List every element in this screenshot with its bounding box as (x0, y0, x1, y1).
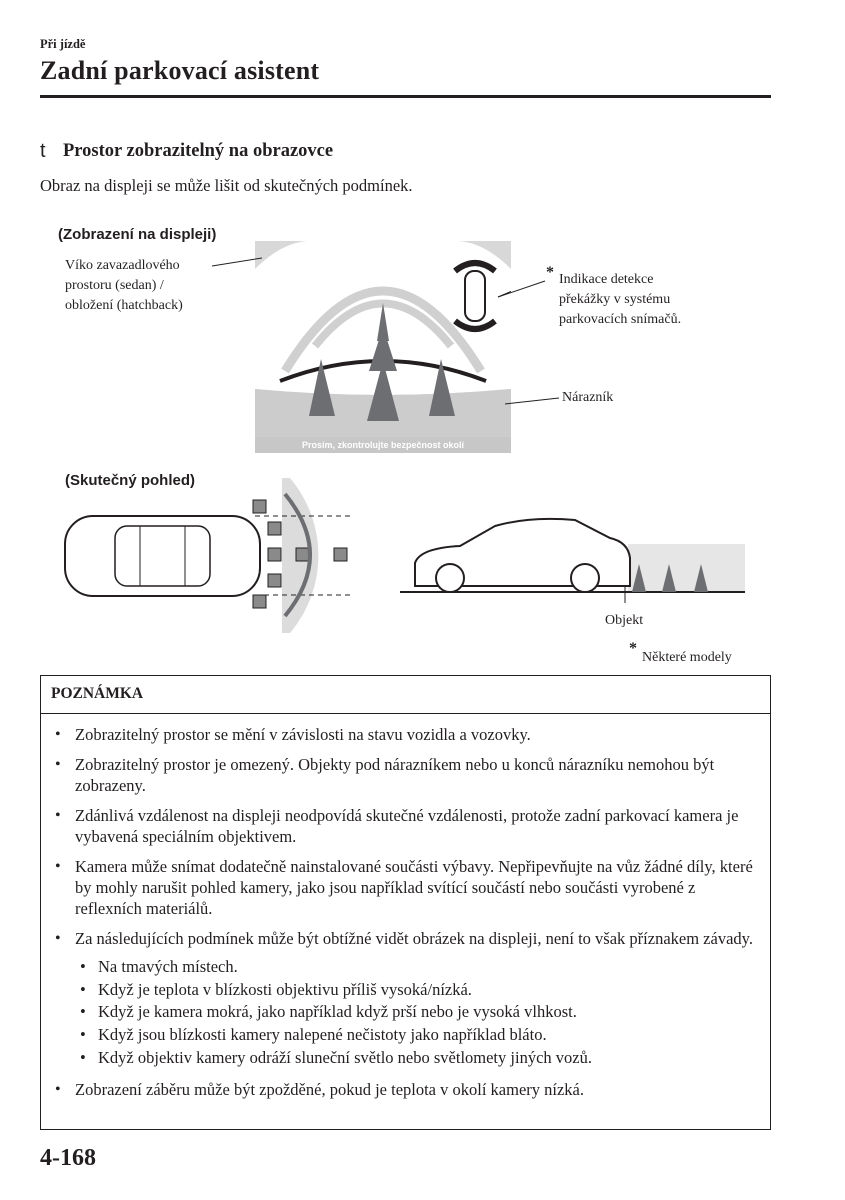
car-roof (115, 526, 210, 586)
side-view-illustration (400, 508, 745, 608)
callout-sensor-line: překážky v systému (559, 292, 671, 307)
callout-trunk-line: obložení (hatchback) (65, 298, 183, 313)
note-item: • Kamera může snímat dodatečně nainstalované součásti výbavy. Nepřipevňujte na vůz žádné díly, které by mohly narušit pohled kamery, jako jsou například svítící součástí nebo součásti vyrobené z reflexních materiálů. (51, 856, 763, 919)
note-box (40, 675, 771, 1130)
leader-line-sensor (498, 281, 545, 297)
wheel-front (436, 564, 464, 592)
note-item-conditions (51, 928, 763, 1070)
breadcrumb: Při jízdě (40, 37, 86, 51)
object-zone (628, 544, 745, 592)
note-subitem: • Když je teplota v blízkosti objektivu příliš vysoká/nízká. (75, 979, 763, 1002)
callout-trunk-line: Víko zavazadlového (65, 258, 180, 273)
top-view-illustration (60, 478, 360, 633)
section-marker: t (40, 140, 46, 162)
asterisk-mark: * (546, 264, 554, 281)
note-sublist (75, 956, 763, 1070)
callout-bumper: Nárazník (562, 390, 614, 405)
sensor-block (268, 522, 281, 535)
callout-trunk-line: prostoru (sedan) / (65, 278, 164, 293)
sensor-block (268, 574, 281, 587)
callout-sensor-line: Indikace detekce (559, 272, 654, 287)
note-item: • Zobrazitelný prostor se mění v závislosti na stavu vozidla a vozovky. (51, 724, 763, 745)
page-number: 4-168 (40, 1145, 96, 1171)
note-header (41, 676, 770, 714)
display-view-label: (Zobrazení na displeji) (58, 226, 217, 243)
leader-line-trunk (212, 258, 262, 266)
note-item-text: Za následujících podmínek může být obtížné vidět obrázek na displeji, není to však příznakem závady. (75, 929, 753, 948)
note-subitem: • Když je kamera mokrá, jako například když prší nebo je vysoká vlhkost. (75, 1001, 763, 1024)
sensor-block (334, 548, 347, 561)
note-item: • Zdánlivá vzdálenost na displeji neodpovídá skutečné vzdálenosti, protože zadní parkovací kamera je vybavená speciálním objektivem. (51, 805, 763, 847)
intro-text: Obraz na displeji se může lišit od skutečných podmínek. (40, 176, 413, 195)
sensor-block (253, 500, 266, 513)
car-top-view (65, 516, 260, 596)
sensor-block (296, 548, 309, 561)
footnote-asterisk: * (629, 640, 637, 657)
note-subitem: • Na tmavých místech. (75, 956, 763, 979)
footnote-some-models: Některé modely (642, 650, 732, 665)
callout-object: Objekt (605, 613, 644, 628)
note-list (51, 724, 763, 1109)
note-item: • Zobrazení záběru může být zpožděné, pokud je teplota v okolí kamery nízká. (51, 1079, 763, 1100)
callout-sensor-line: parkovacích snímačů. (559, 312, 682, 327)
real-view-label: (Skutečný pohled) (65, 472, 196, 489)
note-title: POZNÁMKA (51, 685, 144, 702)
page-title: Zadní parkovací asistent (40, 56, 320, 85)
note-subitem: • Když objektiv kamery odráží sluneční světlo nebo světlomety jiných vozů. (75, 1047, 763, 1070)
sensor-block (253, 595, 266, 608)
section-heading: Prostor zobrazitelný na obrazovce (63, 141, 334, 161)
display-banner-text: Prosím, zkontrolujte bezpečnost okolí (301, 440, 465, 450)
note-item: • Zobrazitelný prostor je omezený. Objekty pod nárazníkem nebo u konců nárazníku nemohou být zobrazeny. (51, 754, 763, 796)
sensor-block (268, 548, 281, 561)
leader-line-bumper (505, 398, 559, 404)
note-subitem: • Když jsou blízkosti kamery nalepené nečistoty jako například bláto. (75, 1024, 763, 1047)
wheel-rear (571, 564, 599, 592)
